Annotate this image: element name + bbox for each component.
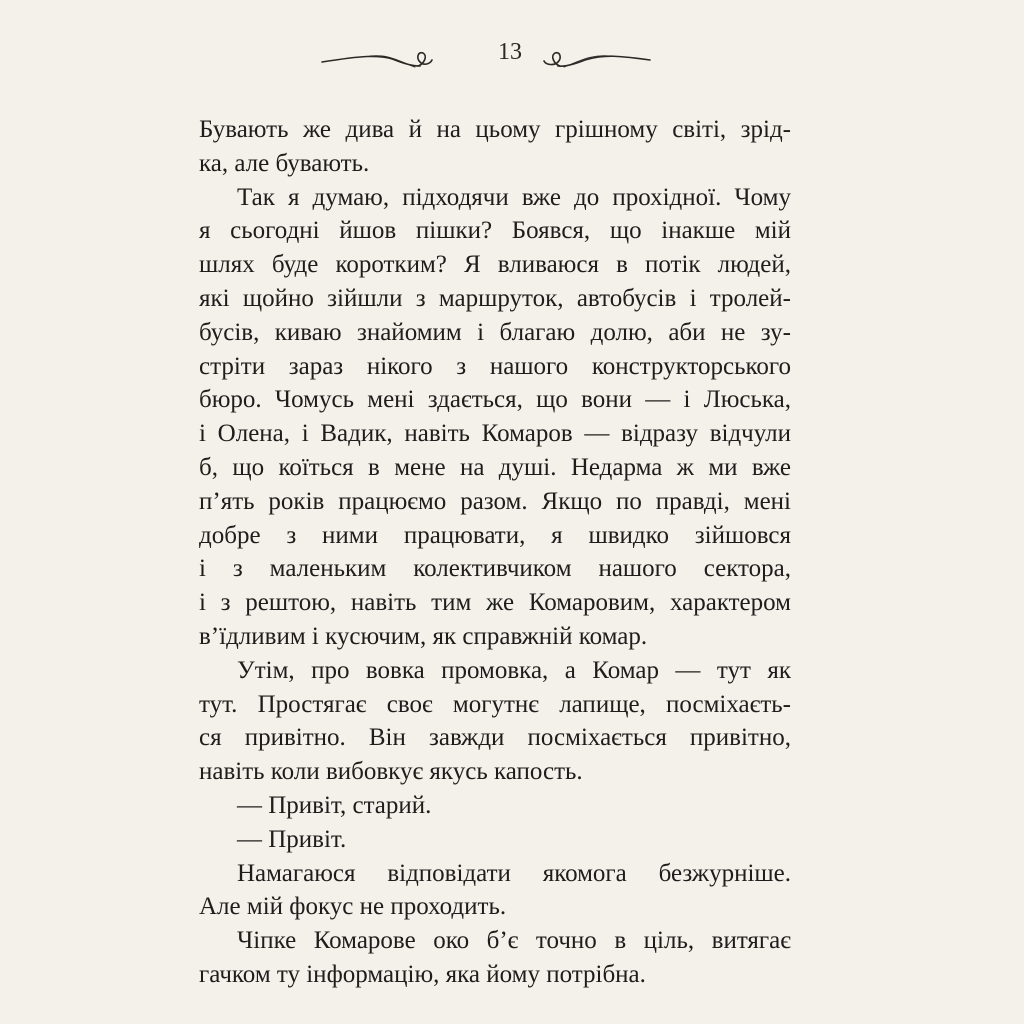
text-line: б, що коїться в мене на душі. Недарма ж ми вже — [199, 453, 791, 481]
text-line: бусів, киваю знайомим і благаю долю, аби не зу- — [199, 318, 791, 346]
text-line: Так я думаю, підходячи вже до прохідної. Чому — [237, 183, 791, 211]
text-line: я сьогодні йшов пішки? Боявся, що інакше мій — [199, 217, 791, 245]
page-header — [320, 36, 700, 76]
text-line: ка, але бувають. — [199, 149, 370, 177]
text-line: бюро. Чомусь мені здається, що вони — і Люська, — [199, 386, 791, 414]
text-line: навіть коли вибовкує якусь капость. — [199, 758, 583, 786]
text-line: тут. Простягає своє могутнє лапище, посміхаєть- — [199, 690, 791, 718]
text-line: Але мій фокус не проходить. — [199, 893, 507, 921]
text-line: і з рештою, навіть тим же Комаровим, характером — [199, 589, 791, 617]
text-line: п’ять років працюємо разом. Якщо по правді, мені — [199, 487, 791, 515]
page-body-text — [199, 113, 791, 992]
text-line: добре з ними працювати, я швидко зійшовся — [199, 521, 791, 549]
text-line: які щойно зійшли з маршруток, автобусів і тролей- — [199, 284, 791, 312]
text-line: гачком ту інформацію, яка йому потрібна. — [199, 960, 646, 988]
text-line: шлях буде коротким? Я вливаюся в потік людей, — [199, 251, 791, 279]
text-line: і з маленьким колективчиком нашого сектора, — [199, 555, 791, 583]
text-line: Намагаюся відповідати якомога безжурніше. — [237, 859, 791, 887]
text-line: ся привітно. Він завжди посміхається привітно, — [199, 724, 791, 752]
text-line: — Привіт. — [237, 825, 347, 853]
text-line: Бувають же дива й на цьому грішному світі, зрід- — [199, 116, 791, 143]
text-line: в’їдливим і кусючим, як справжній комар. — [199, 622, 648, 650]
text-line: Чіпке Комарове око б’є точно в ціль, витягає — [237, 927, 791, 955]
text-line: Утім, про вовка промовка, а Комар — тут як — [237, 656, 791, 684]
text-line: стріти зараз нікого з нашого конструкторського — [199, 352, 791, 380]
text-line: і Олена, і Вадик, навіть Комаров — відразу відчули — [199, 420, 791, 448]
text-line: — Привіт, старий. — [237, 791, 432, 819]
page-number: 13 — [498, 39, 522, 65]
